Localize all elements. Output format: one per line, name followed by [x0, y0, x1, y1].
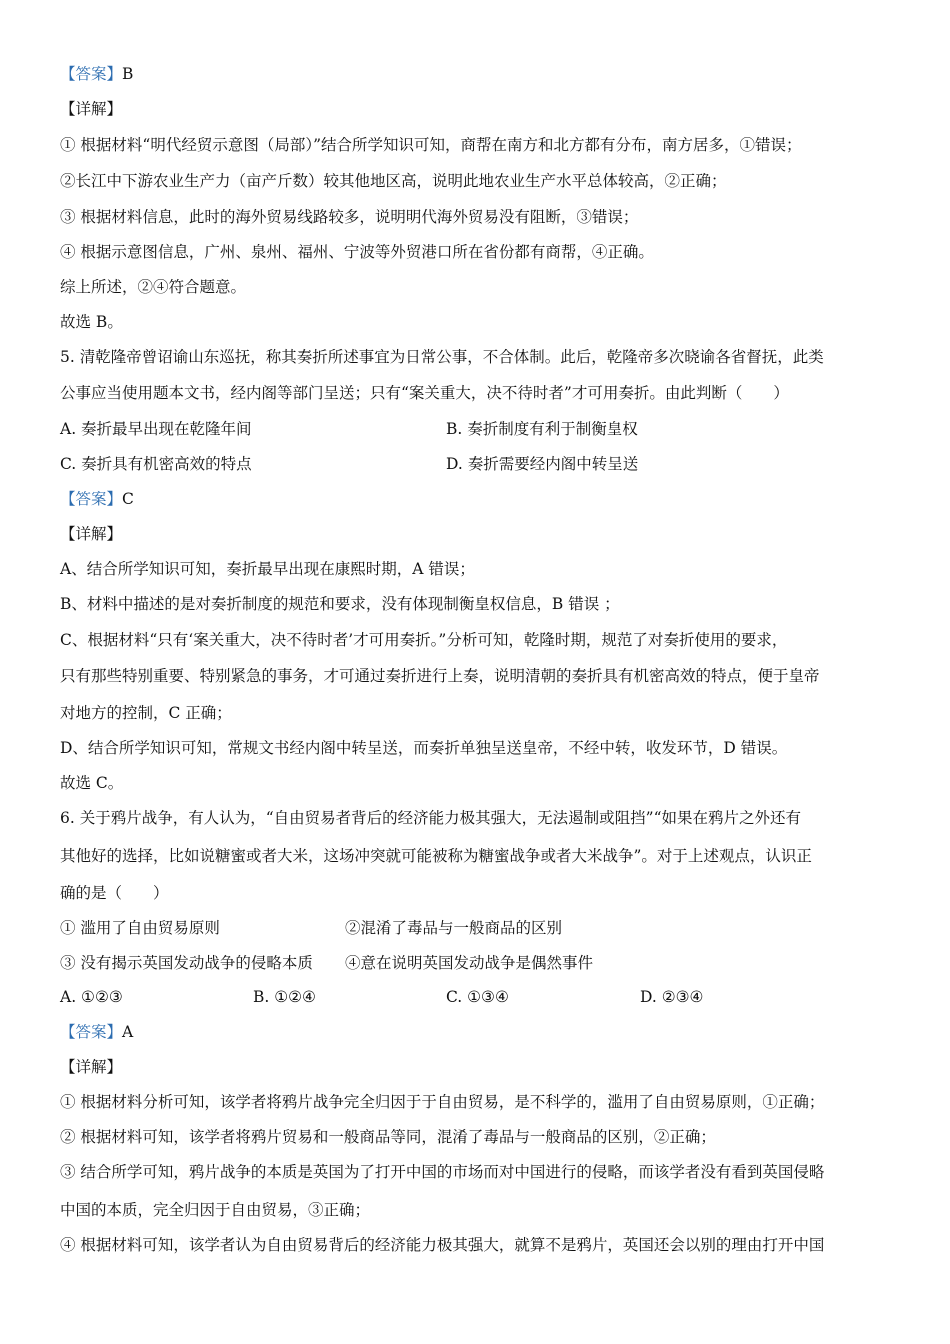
answer-line [60, 1021, 133, 1043]
statement-2: ②混淆了毒品与一般商品的区别 [345, 919, 563, 937]
explanation-line: ② 根据材料可知，该学者将鸦片贸易和一般商品等同，混淆了毒品与一般商品的区别，②正确； [60, 1128, 716, 1146]
option-b: B. ①②④ [253, 988, 316, 1006]
answer-tag: 【答案】 [60, 65, 123, 83]
question-stem: 确的是（ ） [60, 884, 169, 902]
summary-line: 综上所述，②④符合题意。 [60, 278, 247, 296]
explanation-line: ③ 结合所学可知，鸦片战争的本质是英国为了打开中国的市场而对中国进行的侵略，而该学者没有看到英国侵略 [60, 1163, 825, 1181]
explanation-line: ① 根据材料“明代经贸示意图（局部）”结合所学知识可知，商帮在南方和北方都有分布，南方居多，①错误； [60, 136, 802, 154]
explanation-line: A、结合所学知识可知，奏折最早出现在康熙时期，A 错误； [60, 560, 475, 578]
detail-heading: 【详解】 [60, 525, 123, 543]
explanation-line: C、根据材料“只有‘案关重大，决不待时者’才可用奏折。”分析可知，乾隆时期，规范了对奏折使用的要求， [60, 631, 788, 649]
option-c: C. 奏折具有机密高效的特点 [60, 455, 252, 473]
answer-value: B [122, 65, 134, 83]
option-d: D. 奏折需要经内阁中转呈送 [446, 455, 639, 473]
question-stem: 公事应当使用题本文书，经内阁等部门呈送；只有“案关重大，决不待时者”才可用奏折。由此判断（ ） [60, 384, 789, 402]
answer-line [60, 488, 134, 510]
choice-line: 故选 C。 [60, 774, 124, 792]
statement-3: ③ 没有揭示英国发动战争的侵略本质 [60, 954, 313, 972]
explanation-line: ③ 根据材料信息，此时的海外贸易线路较多，说明明代海外贸易没有阻断，③错误； [60, 208, 639, 226]
answer-value: C [122, 490, 134, 508]
choice-line: 故选 B。 [60, 313, 123, 331]
explanation-line: ②长江中下游农业生产力（亩产斤数）较其他地区高，说明此地农业生产水平总体较高，②正确； [60, 172, 727, 190]
explanation-line: ① 根据材料分析可知，该学者将鸦片战争完全归因于于自由贸易，是不科学的，滥用了自由贸易原则，①正确； [60, 1093, 825, 1111]
explanation-line: 中国的本质，完全归因于自由贸易，③正确； [60, 1201, 371, 1219]
detail-heading: 【详解】 [60, 1058, 123, 1076]
option-a: A. ①②③ [60, 988, 123, 1006]
explanation-line: ④ 根据材料可知，该学者认为自由贸易背后的经济能力极其强大，就算不是鸦片，英国还会以别的理由打开中国 [60, 1236, 825, 1254]
option-b: B. 奏折制度有利于制衡皇权 [446, 420, 638, 438]
option-d: D. ②③④ [640, 988, 704, 1006]
answer-tag: 【答案】 [60, 490, 123, 508]
question-stem: 6. 关于鸦片战争，有人认为，“自由贸易者背后的经济能力极其强大，无法遏制或阻挡”“如果在鸦片之外还有 [60, 809, 801, 827]
explanation-line: 对地方的控制，C 正确； [60, 704, 232, 722]
detail-heading: 【详解】 [60, 100, 123, 118]
question-stem: 5. 清乾隆帝曾诏谕山东巡抚，称其奏折所述事宜为日常公事，不合体制。此后，乾隆帝多次晓谕各省督抚，此类 [60, 348, 824, 366]
option-a: A. 奏折最早出现在乾隆年间 [60, 420, 252, 438]
statement-1: ① 滥用了自由贸易原则 [60, 919, 220, 937]
option-c: C. ①③④ [446, 988, 509, 1006]
explanation-line: B、材料中描述的是对奏折制度的规范和要求，没有体现制衡皇权信息，B 错误 ； [60, 595, 620, 613]
explanation-line: D、结合所学知识可知，常规文书经内阁中转呈送，而奏折单独呈送皇帝，不经中转，收发环节，D 错误。 [60, 739, 788, 757]
explanation-line: ④ 根据示意图信息，广州、泉州、福州、宁波等外贸港口所在省份都有商帮，④正确。 [60, 243, 654, 261]
answer-tag: 【答案】 [60, 1023, 123, 1041]
answer-line [60, 63, 133, 85]
question-stem: 其他好的选择，比如说糖蜜或者大米，这场冲突就可能被称为糖蜜战争或者大米战争”。对于上述观点，认识正 [60, 847, 812, 865]
answer-value: A [122, 1023, 134, 1041]
statement-4: ④意在说明英国发动战争是偶然事件 [345, 954, 594, 972]
explanation-line: 只有那些特别重要、特别紧急的事务，才可通过奏折进行上奏，说明清朝的奏折具有机密高效的特点，便于皇帝 [60, 667, 820, 685]
